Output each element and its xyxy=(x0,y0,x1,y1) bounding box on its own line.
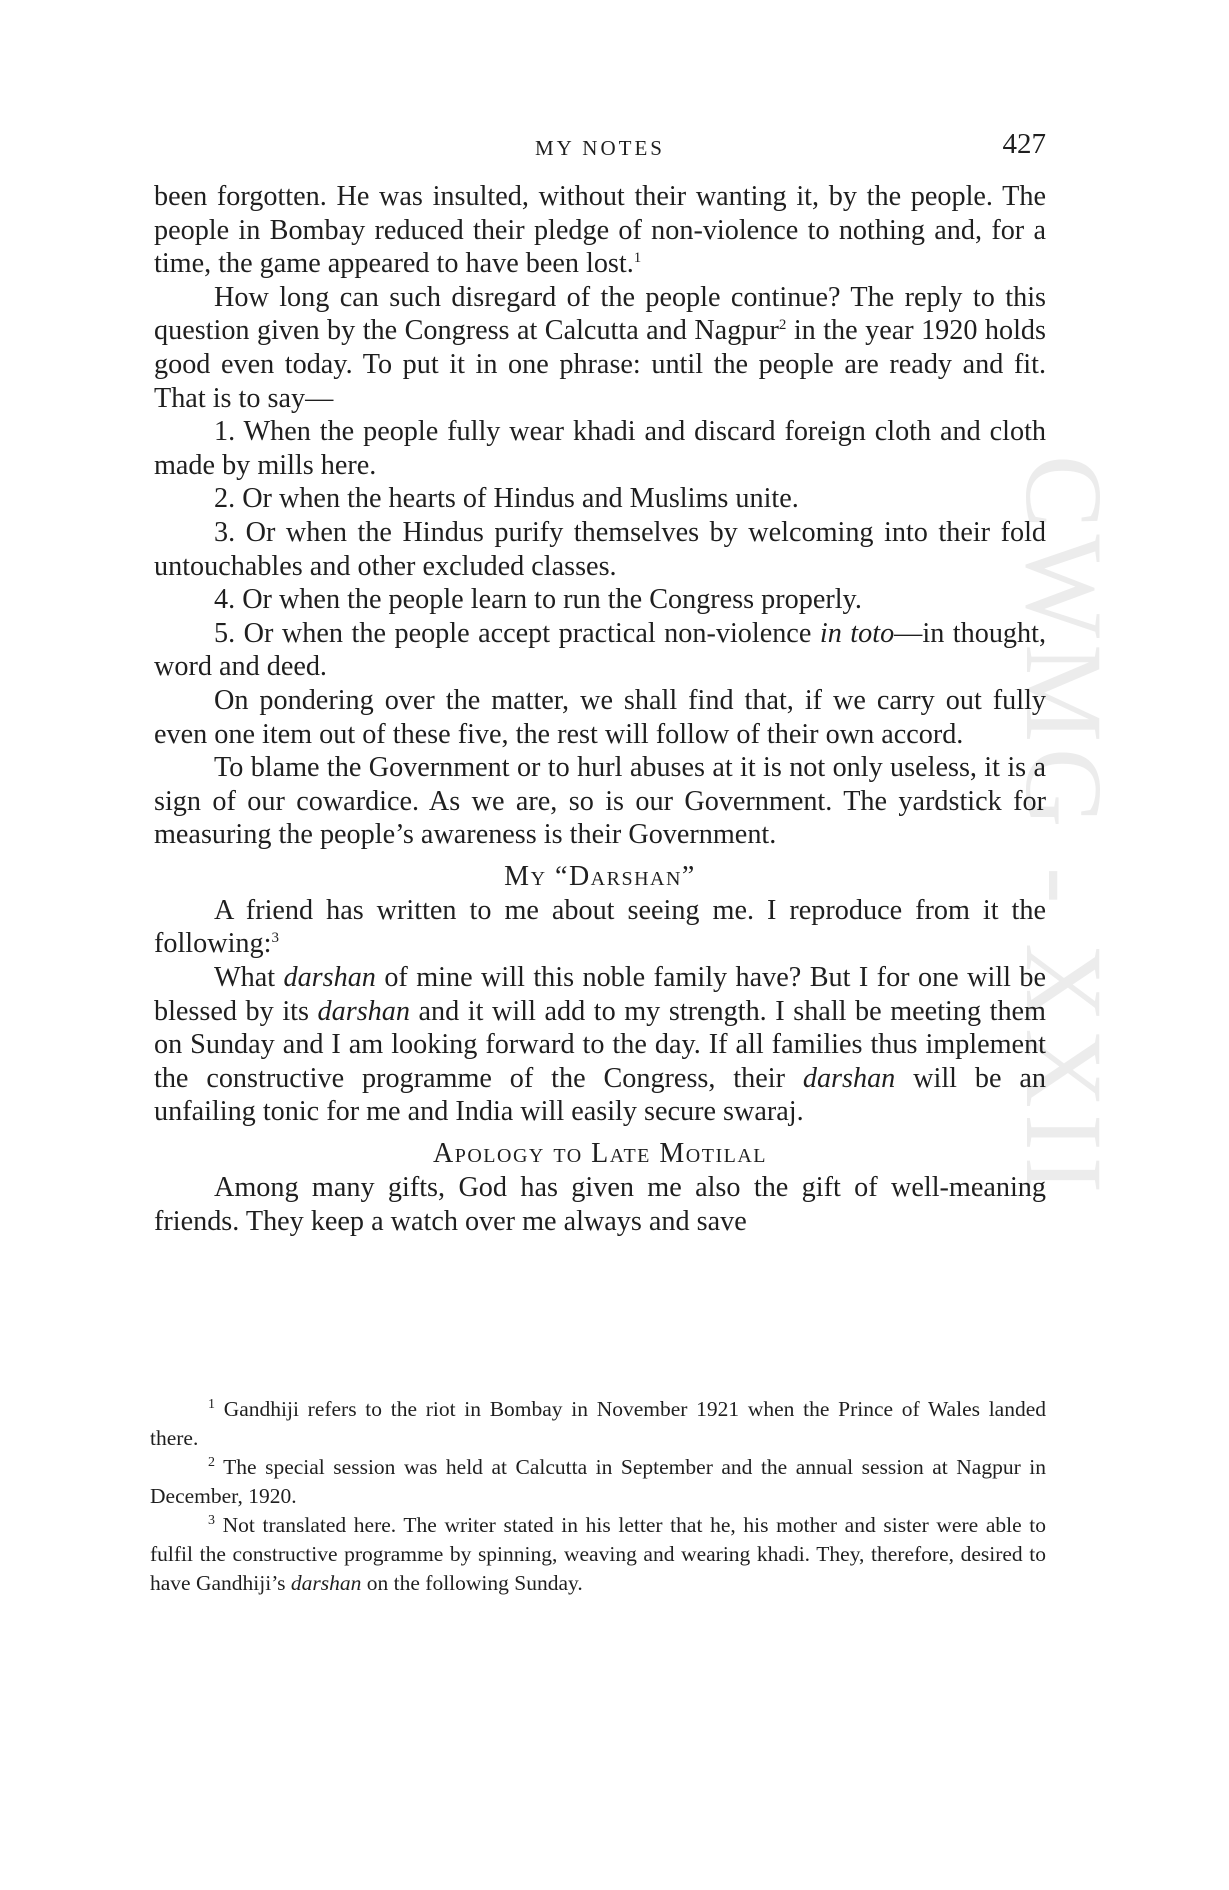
section-heading: My “Darshan” xyxy=(504,860,696,892)
body-text xyxy=(154,180,1046,1238)
paragraph-text: and it will add to my strength. I shall be meeting them on Sunday and I am looking forward to the day. If all families thus implement the constructive programme of the Congress, their xyxy=(154,995,1046,1094)
page-number: 427 xyxy=(1002,128,1046,160)
italic-word: darshan xyxy=(802,1062,896,1094)
footnote-number: 2 xyxy=(208,1455,215,1470)
paragraph xyxy=(154,894,1046,961)
paragraph-text: been forgotten. He was insulted, without their wanting it, by the people. The people in Bombay reduced their pledge of non-violence to nothing and, for a time, the game appeared to have been lost. xyxy=(154,181,1046,280)
paragraph-text: will be an unfailing tonic for me and India will easily secure swaraj. xyxy=(154,1062,1046,1128)
footnote-text: Not translated here. The writer stated in his letter that he, his mother and sister were able to fulfil the constructive programme by spinning, weaving and wearing khadi. They, therefore, desired to have Gandhiji’s xyxy=(150,1513,1046,1595)
italic-word: darshan xyxy=(283,962,376,994)
running-head: MY NOTES xyxy=(535,136,665,160)
italic-word: darshan xyxy=(317,995,410,1027)
list-item-text: —in thought, word and deed. xyxy=(154,617,1046,683)
footnote-ref: 2 xyxy=(778,317,787,334)
list-item-text: 5. Or when the people accept practical non-violence xyxy=(214,617,820,649)
paragraph-text: in the year 1920 holds good even today. To put it in one phrase: until the people are ready and fit. That is to say— xyxy=(154,315,1046,414)
paragraph-text: of mine will this noble family have? But I for one will be blessed by its xyxy=(154,962,1046,1027)
footnote-ref: 3 xyxy=(271,930,279,947)
list-item: 3. Or when the Hindus purify themselves by welcoming into their fold untouchables and other excluded classes. xyxy=(154,516,1046,582)
section-heading: Apology to Late Motilal xyxy=(433,1138,767,1170)
footnotes xyxy=(150,1395,1046,1598)
footnote-text: The special session was held at Calcutta in September and the annual session at Nagpur in December, 1920. xyxy=(150,1455,1046,1508)
footnote-ref: 1 xyxy=(633,250,642,267)
footnote xyxy=(150,1395,1046,1453)
page-header xyxy=(154,128,1046,168)
paragraph xyxy=(154,281,1046,415)
paragraph-text: What xyxy=(214,962,284,994)
footnote-text: Gandhiji refers to the riot in Bombay in November 1921 when the Prince of Wales landed there. xyxy=(150,1397,1046,1450)
list-item: 4. Or when the people learn to run the Congress properly. xyxy=(214,584,862,616)
paragraph-text: A friend has written to me about seeing me. I reproduce from it the following: xyxy=(154,894,1046,960)
footnote xyxy=(150,1453,1046,1511)
footnote-number: 3 xyxy=(208,1513,215,1528)
list-item xyxy=(154,617,1046,684)
italic-word: darshan xyxy=(290,1571,362,1595)
quoted-paragraph xyxy=(154,961,1046,1129)
paragraph: On pondering over the matter, we shall find that, if we carry out fully even one item out of these five, the rest will follow of their own accord. xyxy=(154,684,1046,750)
list-item: 2. Or when the hearts of Hindus and Muslims unite. xyxy=(214,483,799,515)
paragraph-text: How long can such disregard of the people continue? The reply to this question given by the Congress at Calcutta and Nagpur xyxy=(154,281,1046,347)
footnote-text: on the following Sunday. xyxy=(361,1571,583,1595)
footnote xyxy=(150,1511,1046,1598)
paragraph: Among many gifts, God has given me also the gift of well-meaning friends. They keep a watch over me always and save xyxy=(154,1172,1046,1237)
footnote-number: 1 xyxy=(208,1397,215,1412)
list-item: 1. When the people fully wear khadi and discard foreign cloth and cloth made by mills here. xyxy=(154,416,1046,481)
italic-phrase: in toto xyxy=(819,617,895,649)
watermark: CWMG - XXII xyxy=(1003,455,1125,1200)
paragraph: To blame the Government or to hurl abuses at it is not only useless, it is a sign of our cowardice. As we are, so is our Government. The yardstick for measuring the people’s awareness is their Government. xyxy=(154,752,1046,851)
paragraph xyxy=(154,180,1046,281)
